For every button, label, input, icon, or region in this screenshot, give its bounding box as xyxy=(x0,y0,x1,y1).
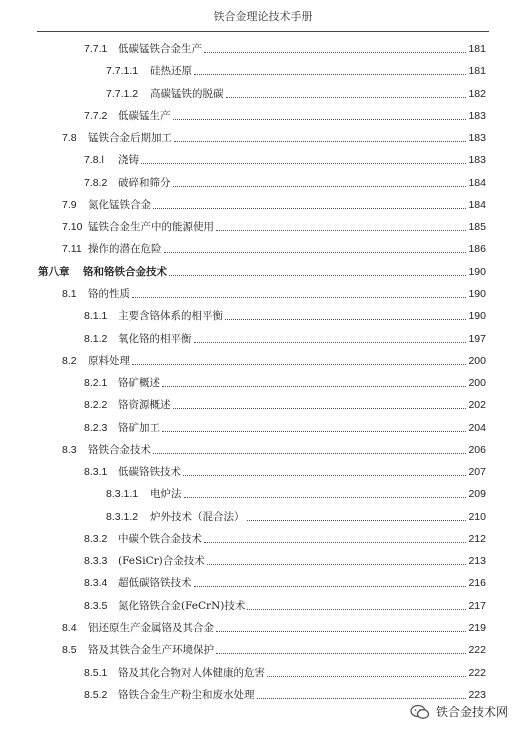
toc-entry-number: 8.1 xyxy=(62,287,77,300)
toc-entry xyxy=(0,595,526,617)
toc-entry-number: 7.9 xyxy=(62,198,77,211)
toc-entry-title: 低碳铬铁技术 xyxy=(118,466,181,479)
toc-leader-dots xyxy=(216,631,466,632)
watermark xyxy=(404,701,514,722)
toc-entry-number: 7.8.2 xyxy=(84,176,108,189)
toc-entry xyxy=(0,38,526,60)
toc-entry-number: 8.5 xyxy=(62,644,77,657)
toc-entry xyxy=(0,83,526,105)
toc-entry xyxy=(0,105,526,127)
toc-entry-number: 8.2 xyxy=(62,354,77,367)
toc-leader-dots xyxy=(194,586,466,587)
toc-entry xyxy=(0,461,526,483)
toc-leader-dots xyxy=(162,431,466,432)
toc-entry xyxy=(0,550,526,572)
toc-entry-number: 7.7.1 xyxy=(84,43,108,55)
toc-entry-title: 低碳锰生产 xyxy=(118,109,171,122)
toc-entry-number: 7.11 xyxy=(62,243,82,256)
toc-entry xyxy=(0,149,526,171)
toc-entry-page: 197 xyxy=(468,332,486,345)
toc-entry-number: 7.7.2 xyxy=(84,109,108,122)
toc-entry-page: 219 xyxy=(468,622,486,635)
header-rule xyxy=(37,31,489,32)
toc-leader-dots xyxy=(184,497,466,498)
toc-entry xyxy=(0,216,526,238)
toc-entry-page: 183 xyxy=(468,109,486,122)
toc-entry-number: 8.4 xyxy=(62,622,77,635)
toc-entry-page: 182 xyxy=(468,87,486,100)
toc-leader-dots xyxy=(216,653,466,654)
toc-entry-number: 7.8.l xyxy=(84,154,104,167)
toc-entry-title: 氧化铬的相平衡 xyxy=(118,332,192,345)
toc-entry-page: 184 xyxy=(468,198,486,211)
toc-entry-page: 185 xyxy=(468,221,486,234)
toc-entry-page: 210 xyxy=(468,510,486,523)
toc-entry-number: 8.3.2 xyxy=(84,532,108,545)
toc-entry xyxy=(0,506,526,528)
toc-entry-page: 209 xyxy=(468,488,486,501)
toc-entry-title: 原料处理 xyxy=(88,354,130,367)
toc-leader-dots xyxy=(194,74,466,75)
page-header: 铁合金理论技术手册 xyxy=(213,10,313,23)
toc-entry-title: 铝还原生产金属铬及其合金 xyxy=(88,622,214,635)
toc-entry-title: 电炉法 xyxy=(150,488,182,501)
toc-leader-dots xyxy=(132,297,466,298)
toc-entry xyxy=(0,528,526,550)
toc-leader-dots xyxy=(267,676,466,677)
toc-entry-page: 202 xyxy=(468,399,486,412)
toc-leader-dots xyxy=(216,230,466,231)
toc-entry-title: 浇铸 xyxy=(118,154,139,167)
toc-entry xyxy=(0,238,526,260)
toc-entry-title: 铬的性质 xyxy=(88,287,130,300)
toc-entry-number: 8.3.1.2 xyxy=(106,510,139,523)
toc-entry-title: 铬及其化合物对人体健康的危害 xyxy=(118,666,265,679)
toc-leader-dots xyxy=(257,698,466,699)
toc-entry-number: 8.5.2 xyxy=(84,688,108,701)
toc-entry-title: 氮化锰铁合金 xyxy=(88,198,151,211)
toc-entry xyxy=(0,617,526,639)
toc-entry-number: 第八章 xyxy=(38,265,70,278)
toc-entry-title: 铬及其铁合金生产环境保护 xyxy=(88,644,214,657)
toc-entry-page: 184 xyxy=(468,176,486,189)
toc-entry-page: 212 xyxy=(468,532,486,545)
toc-entry-title: 高碳锰铁的脱碳 xyxy=(150,87,224,100)
toc-entry-number: 8.5.1 xyxy=(84,666,108,679)
toc-entry-title: 破碎和筛分 xyxy=(118,176,171,189)
toc-leader-dots xyxy=(153,453,466,454)
toc-entry xyxy=(0,305,526,327)
toc-entry-number: 7.7.1.1 xyxy=(106,65,139,78)
toc-entry xyxy=(0,261,526,283)
toc-entry-number: 8.1.2 xyxy=(84,332,108,345)
wechat-icon xyxy=(410,704,430,720)
toc-entry-title: 铬铁合金技术 xyxy=(88,443,151,456)
toc-entry xyxy=(0,639,526,661)
toc-entry-page: 190 xyxy=(468,287,486,300)
toc-entry-title: 铬矿概述 xyxy=(118,377,160,390)
toc-leader-dots xyxy=(173,186,466,187)
toc-entry-number: 8.3.5 xyxy=(84,599,108,612)
toc-entry-page: 200 xyxy=(468,354,486,367)
toc-entry xyxy=(0,194,526,216)
toc-entry-page: 223 xyxy=(468,688,486,701)
toc-entry-number: 7.7.1.2 xyxy=(106,87,139,100)
toc-entry-title: 氮化铬铁合金(FeCrN)技术 xyxy=(118,599,246,612)
toc-leader-dots xyxy=(164,252,466,253)
toc-entry xyxy=(0,439,526,461)
toc-entry-page: 200 xyxy=(468,377,486,390)
toc-entry xyxy=(0,172,526,194)
toc-entry-number: 8.3 xyxy=(62,443,77,456)
toc-entry-page: 183 xyxy=(468,154,486,167)
toc-entry xyxy=(0,328,526,350)
toc-entry-page: 222 xyxy=(468,666,486,679)
toc-entry-title: 铬铁合金生产粉尘和废水处理 xyxy=(118,688,255,701)
toc-entry-page: 213 xyxy=(468,555,486,568)
toc-entry-page: 181 xyxy=(468,65,486,78)
toc-entry xyxy=(0,483,526,505)
toc-entry-page: 181 xyxy=(468,43,486,55)
toc-leader-dots xyxy=(174,141,466,142)
toc-entry xyxy=(0,372,526,394)
toc-entry-number: 8.1.1 xyxy=(84,310,108,323)
toc-leader-dots xyxy=(173,408,466,409)
toc-entry-page: 204 xyxy=(468,421,486,434)
toc-leader-dots xyxy=(141,163,466,164)
toc-entry-page: 216 xyxy=(468,577,486,590)
toc-entry-title: 主要含铬体系的相平衡 xyxy=(118,310,223,323)
toc-entry-number: 8.2.3 xyxy=(84,421,108,434)
toc-entry-title: 炉外技术（混合法） xyxy=(150,510,245,523)
toc-leader-dots xyxy=(173,119,466,120)
toc-entry-title: 中碳个铁合金技术 xyxy=(118,532,202,545)
toc-leader-dots xyxy=(132,364,466,365)
toc-entry-number: 8.3.3 xyxy=(84,555,108,568)
toc-entry-page: 207 xyxy=(468,466,486,479)
toc-entry xyxy=(0,60,526,82)
toc-leader-dots xyxy=(153,208,466,209)
toc-entry-number: 8.3.4 xyxy=(84,577,108,590)
toc-entry xyxy=(0,350,526,372)
watermark-text: 铁合金技术网 xyxy=(435,705,508,719)
toc-entry-page: 190 xyxy=(468,265,486,278)
toc-leader-dots xyxy=(247,520,466,521)
toc-entry-page: 217 xyxy=(468,599,486,612)
toc-entry xyxy=(0,283,526,305)
toc-entry-number: 8.3.1 xyxy=(84,466,108,479)
toc-entry-number: 7.8 xyxy=(62,132,77,145)
toc-entry-title: 铬矿加工 xyxy=(118,421,160,434)
toc-entry-number: 8.2.1 xyxy=(84,377,108,390)
toc-leader-dots xyxy=(225,319,466,320)
toc-entry-page: 183 xyxy=(468,132,486,145)
toc-entry-page: 206 xyxy=(468,443,486,456)
toc-entry-title: 硅热还原 xyxy=(150,65,192,78)
toc-leader-dots xyxy=(169,275,466,276)
toc-entry xyxy=(0,572,526,594)
toc-entry-title: 低碳锰铁合金生产 xyxy=(118,43,202,55)
toc-entry xyxy=(0,662,526,684)
toc-entry-page: 186 xyxy=(468,243,486,256)
toc-leader-dots xyxy=(207,564,466,565)
toc-entry xyxy=(0,394,526,416)
toc-entry-title: 铬和铬铁合金技术 xyxy=(83,265,167,278)
toc-entry-title: 操作的潜在危险 xyxy=(88,243,162,256)
toc-entry-number: 8.3.1.1 xyxy=(106,488,139,501)
toc-entry-title: (FeSiCr)合金技术 xyxy=(118,555,205,568)
toc-leader-dots xyxy=(247,609,466,610)
toc-entry-title: 锰铁合金生产中的能源使用 xyxy=(88,221,214,234)
toc-entry xyxy=(0,127,526,149)
toc-entry-title: 铬资源概述 xyxy=(118,399,171,412)
toc-entry-title: 超低碳铬铁技术 xyxy=(118,577,192,590)
toc-entry-number: 7.10 xyxy=(62,221,83,234)
toc-leader-dots xyxy=(226,97,466,98)
toc-leader-dots xyxy=(194,342,466,343)
toc-leader-dots xyxy=(162,386,466,387)
toc-entry-page: 190 xyxy=(468,310,486,323)
toc-leader-dots xyxy=(204,52,466,53)
toc-leader-dots xyxy=(183,475,466,476)
toc-entry-page: 222 xyxy=(468,644,486,657)
toc-entry xyxy=(0,417,526,439)
toc-entry-title: 锰铁合金后期加工 xyxy=(88,132,172,145)
toc-leader-dots xyxy=(204,542,466,543)
toc-entry-number: 8.2.2 xyxy=(84,399,108,412)
